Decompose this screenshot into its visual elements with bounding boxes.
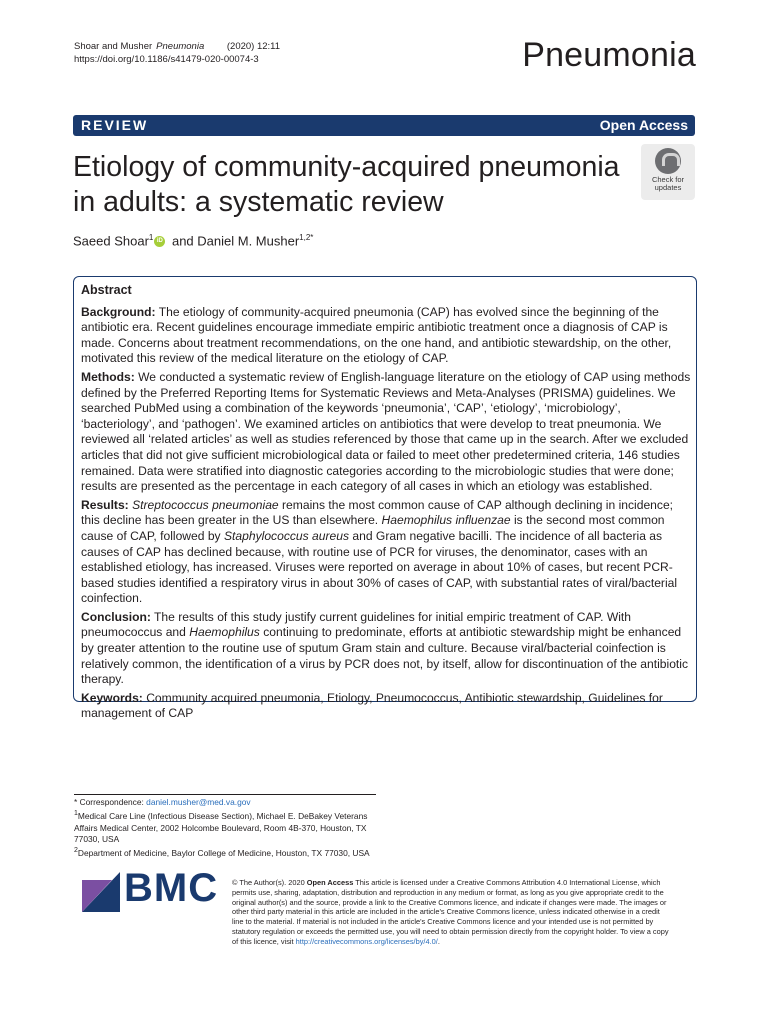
- article-type-label: REVIEW: [81, 117, 149, 133]
- article-title: Etiology of community-acquired pneumonia in adults: a systematic review: [73, 151, 620, 218]
- affiliation-1: $^1$Medical Care Line (Infectious Disease Section), Michael E. DeBakey Veterans Affairs Medical Center, 2002 Holcombe Boulevard, Room 4B-370, Houston, TX 77030, USA: [74, 810, 368, 845]
- bmc-logo: [82, 866, 219, 914]
- citation-journal: Pneumonia: [156, 41, 205, 52]
- abstract-box: [73, 276, 697, 721]
- abstract-background: Background: The etiology of community-acquired pneumonia (CAP) has evolved since the beginning of the antibiotic era. Recent guidelines encourage immediate empiric antibiotic treatment once a diagnosis of CAP is made. Concerns about treatment recommendations, on the one hand, and antibiotic stewardship, on the other, motivated this review of the medical literature on the etiology of CAP.: [81, 304, 672, 366]
- citation-year-volume: (2020) 12:11: [226, 41, 281, 52]
- open-access-label: Open Access: [599, 117, 688, 133]
- article-type-banner: [73, 115, 695, 136]
- abstract-methods: Methods: We conducted a systematic review of English-language literature on the etiology of CAP using methods defined by the Preferred Reporting Items for Systematic Reviews and Meta-Analyses (PRISMA) guidelines. We searched PubMed using a combination of the keywords ‘pneumonia’, ‘CAP’, ‘etiology’, ‘microbiology’, ‘bacteriology’, and ‘pathogen’. We examined articles on antibiotics that were develop to treat pneumonia. We reviewed all ‘related articles’ as well as studies referenced by those that came up in the search. After we excluded articles that did not give sufficient microbiological data or failed to meet other predetermined criteria, 146 studies remained. Data were stratified into diagnostic categories according to the microbiologic studies that were done; results are presented as the percentage in each category of all cases in which an etiology was established.: [81, 369, 691, 494]
- check-for-updates-button[interactable]: [641, 144, 695, 200]
- license-text: © The Author(s). 2020 Open Access This article is licensed under a Creative Commons Attribution 4.0 International License, which permits use, sharing, adaptation, distribution and reproduction in any medium or format, as long as you give appropriate credit to the original author(s) and the source, provide a link to the Creative Commons licence, and indicate if changes were made. The images or other third party material in this article are included in the article's Creative Commons licence, unless indicated otherwise in a credit line to the material. If material is not included in the article's Creative Commons licence and your intended use is not permitted by statutory regulation or exceeds the permitted use, you will need to obtain permission directly from the copyright holder. To view a copy of this licence, visit http://creativecommons.org/licenses/by/4.0/.: [232, 878, 669, 946]
- check-for-updates-label: Check for updates: [651, 175, 685, 192]
- license-link[interactable]: http://creativecommons.org/licenses/by/4.0/: [295, 936, 438, 946]
- citation-header: [74, 40, 284, 66]
- correspondence-email-link[interactable]: daniel.musher@med.va.gov: [146, 797, 251, 807]
- affiliation-2: $^2$Department of Medicine, Baylor College of Medicine, Houston, TX 77030, USA: [74, 847, 370, 859]
- journal-name: Pneumonia: [522, 36, 696, 74]
- orcid-icon[interactable]: iD: [154, 236, 165, 247]
- author-affiliation-sup: 1: [148, 233, 154, 242]
- abstract-results: Results: Streptococcus pneumoniae remains the most common cause of CAP although declining in incidence; this decline has been greater in the US than elsewhere. Haemophilus influenzae is the second most common cause of CAP, followed by Staphylococcus aureus and Gram negative bacilli. The incidence of all bacteria as causes of CAP has declined because, with routine use of PCR for viruses, the denominator, cases with an established etiology, has increased. Viruses were reported on average in about 10% of cases, but recent PCR-based studies identified a respiratory virus in about 30% of cases of CAP, with substantial rates of viral/bacterial coinfection.: [81, 497, 678, 606]
- publisher-name: BMC: [124, 866, 219, 910]
- crossmark-icon: [655, 148, 681, 174]
- abstract-conclusion: Conclusion: The results of this study justify current guidelines for initial empiric treatment of CAP. With pneumococcus and Haemophilus continuing to predominate, efforts at antibiotic stewardship might be enhanced by greater attention to the routine use of sputum Gram stain and culture. Because viral/bacterial coinfection is relatively common, the identification of a virus by PCR does not, by itself, allow for discontinuation of the antibiotic therapy.: [81, 609, 689, 687]
- author-list: Saeed Shoar$^1$ iD and Daniel M. Musher$^{1,2*}$: [73, 233, 314, 249]
- citation-authors: Shoar and Musher: [74, 41, 153, 52]
- author-name[interactable]: Daniel M. Musher: [197, 233, 300, 249]
- citation-doi[interactable]: https://doi.org/10.1186/s41479-020-00074-3: [74, 54, 259, 65]
- abstract-keywords: Keywords: Community acquired pneumonia, Etiology, Pneumococcus, Antibiotic stewardship, Guidelines for management of CAP: [81, 690, 663, 721]
- bmc-mark-icon: [82, 872, 120, 912]
- abstract-heading: Abstract: [81, 283, 132, 297]
- author-name[interactable]: Saeed Shoar: [73, 233, 149, 249]
- author-affiliation-sup: 1,2*: [299, 233, 314, 242]
- correspondence-footnote: * Correspondence: daniel.musher@med.va.gov $^1$Medical Care Line (Infectious Disease Section), Michael E. DeBakey Veterans Affairs Medical Center, 2002 Holcombe Boulevard, Room 4B-370, Houston, TX 77030, USA $^2$Department of Medicine, Baylor College of Medicine, Houston, TX 77030, USA: [74, 794, 376, 860]
